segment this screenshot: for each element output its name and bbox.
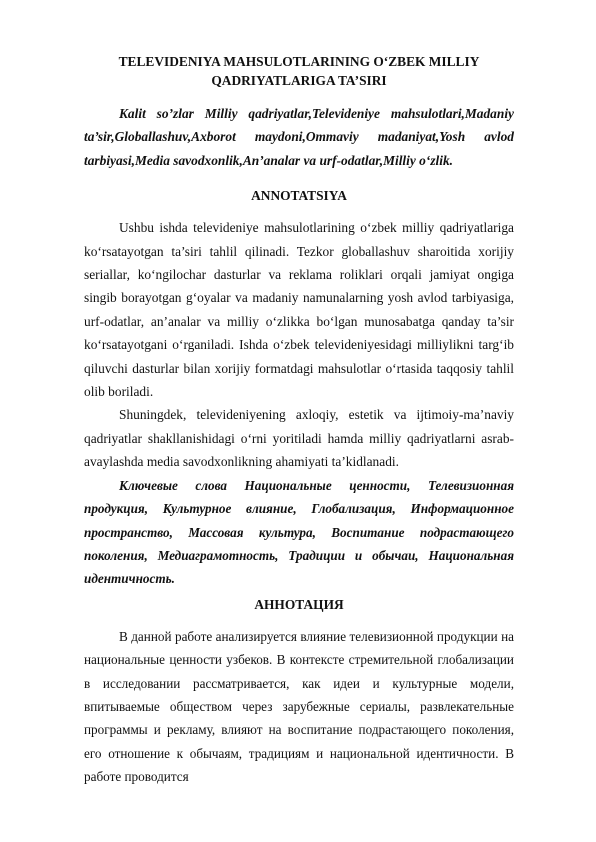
document-page (84, 52, 514, 789)
abstract-uz-paragraph-1: Ushbu ishda televideniye mahsulotlarining o‘zbek milliy qadriyatlariga ko‘rsatayotgan ta’siri tahlil qilinadi. Tezkor globallashuv sharoitida xorijiy seriallar, ko‘ngilochar dasturlar va reklama roliklari orqali jamiyat ongiga singib borayotgan g‘oyalar va madaniy namunalarning yosh avlod tarbiyasiga, urf-odatlar, an’analar va milliy o‘zlikka bo‘lgan munosabatga qanday ta’sir ko‘rsatayotgani o‘rganiladi. Ishda o‘zbek televideniyesidagi milliylikni targ‘ib qiluvchi dasturlar bilan xorijiy formatdagi mahsulotlar o‘rtasida taqqosiy tahlil olib boriladi. (84, 220, 514, 400)
heading-annotatsiya: ANNOTATSIYA (251, 188, 347, 204)
article-title-line1: TELEVIDENIYA MAHSULOTLARINING O‘ZBEK MILLIY (118, 54, 480, 69)
heading-annotaciya: АННОТАЦИЯ (254, 596, 344, 612)
article-title-line2: QADRIYATLARIGA TA’SIRI (211, 73, 387, 88)
abstract-ru-paragraph-1: В данной работе анализируется влияние телевизионной продукции на национальные ценности узбеков. В контексте стремительной глобализации в исследовании рассматривается, как идеи и культурные модели, впитываемые обществом через зарубежные сериалы, развлекательные программы и рекламу, влияют на воспитание подрастающего поколения, его отношение к обычаям, традициям и национальной идентичности. В работе проводится (84, 628, 514, 785)
abstract-uz-paragraph-2: Shuningdek, televideniyening axloqiy, estetik va ijtimoiy-ma’naviy qadriyatlar shakllanishidagi o‘rni yoritiladi hamda milliy qadriyatlarni asrab-avaylashda media savodxonlikning ahamiyati ta’kidlanadi. (84, 407, 514, 470)
keywords-ru: Ключевые слова Национальные ценности, Телевизионная продукция, Культурное влияние, Глобализация, Информационное пространство, Массовая культура, Воспитание подрастающего поколения, Медиаграмотность, Традиции и обычаи, Национальная идентичность. (84, 477, 514, 587)
keywords-uz: Kalit so’zlar Milliy qadriyatlar,Televideniye mahsulotlari,Madaniy ta’sir,Globallashuv,Axborot maydoni,Ommaviy madaniyat,Yosh avlod tarbiyasi,Media savodxonlik,An’analar va urf-odatlar,Milliy o‘zlik. (84, 106, 514, 168)
russian-section (84, 474, 514, 789)
